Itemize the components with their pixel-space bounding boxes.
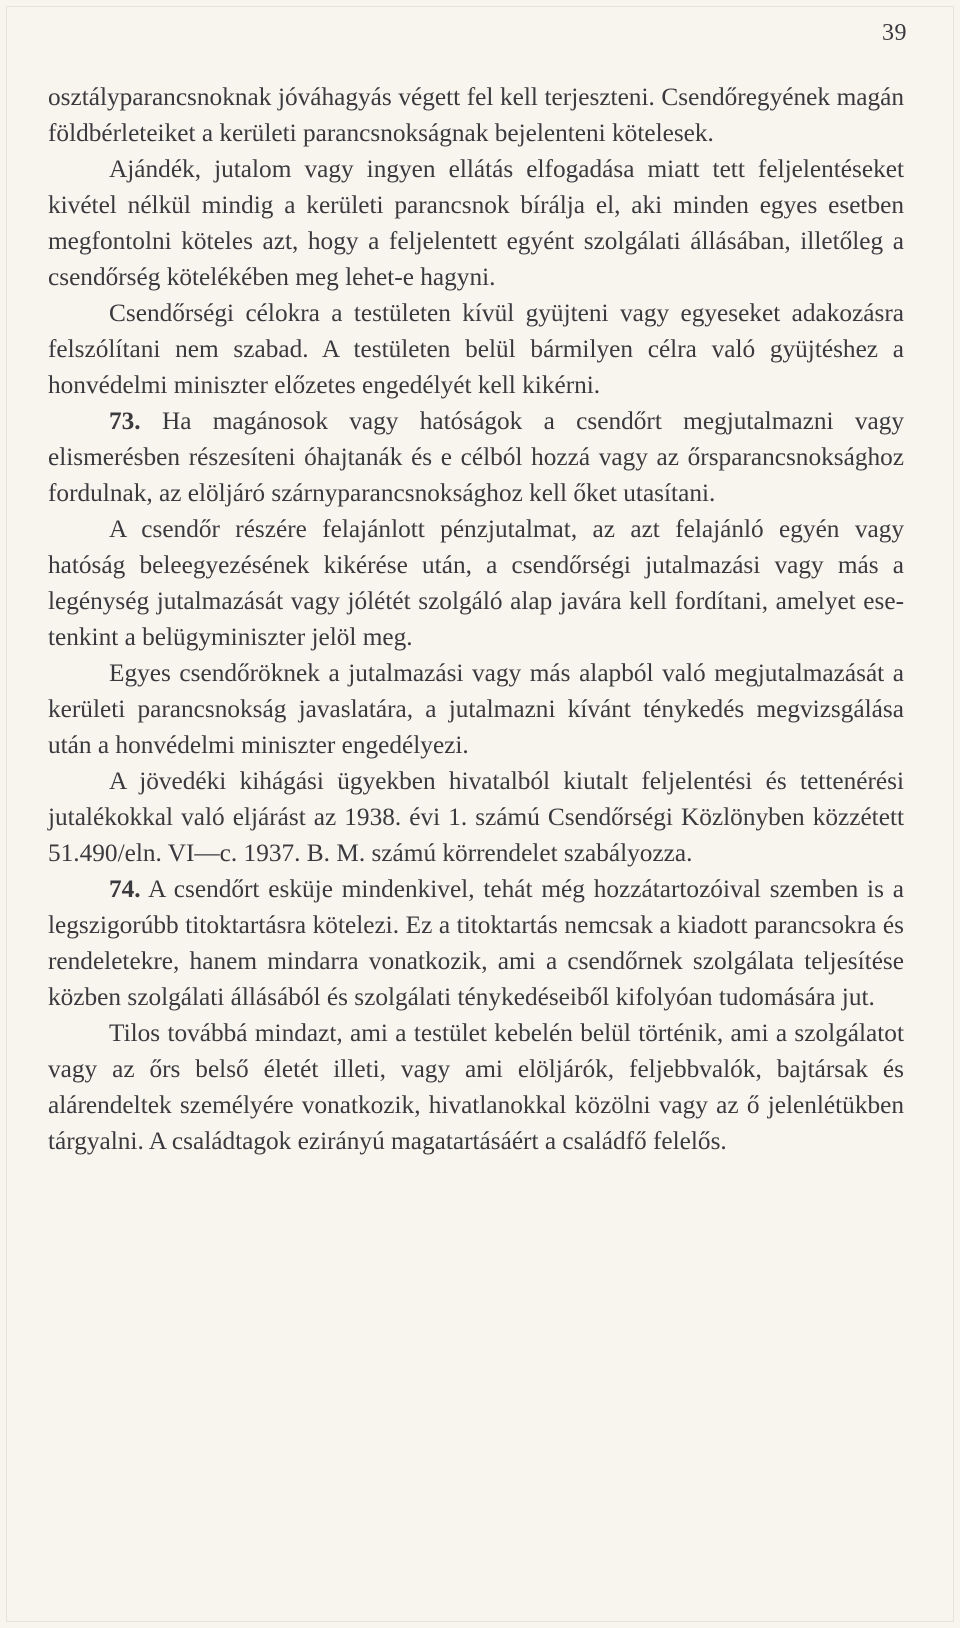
paragraph-3 <box>48 295 904 403</box>
paragraph-text: osztályparancsnoknak jóváhagyás végett fel kell terjeszteni. Csendőregyének magán földbérleteiket a kerületi parancsnokságnak bejelenteni kötelesek. <box>48 83 904 147</box>
paragraph-text: Ha magánosok vagy hatóságok a csendőrt megjutalmazni vagy elismerésben részesíteni óhajtanák és e célból hozzá vagy az őrsparancsnoksághoz fordulnak, az elöljáró szárnyparancsnoksághoz kell őket utasítani. <box>48 407 904 507</box>
paragraph-text: Tilos továbbá mindazt, ami a testület kebelén belül történik, ami a szolgálatot vagy az őrs belső életét illeti, vagy ami elöljárók, feljebbvalók, bajtársak és alárendeltek személyére vonatkozik, hivatlanokkal közölni vagy az ő jelenlétükben tárgyalni. A családtagok ezirányú magatartásáért a családfő felelős. <box>48 1019 904 1155</box>
paragraph-9 <box>48 1015 904 1159</box>
paragraph-text: Csendőrségi célokra a testületen kívül gyüjteni vagy egyeseket adakozásra felszólítani nem szabad. A testületen belül bármilyen célra való gyüjtéshez a honvédelmi miniszter előzetes engedélyét kell kikérni. <box>48 299 904 399</box>
paragraph-6 <box>48 655 904 763</box>
paragraph-text: Egyes csendőröknek a jutalmazási vagy más alapból való megjutalmazását a kerületi parancsnokság javaslatára, a jutalmazni kívánt ténykedés megvizsgálása után a honvédelmi miniszter engedélyezi. <box>48 659 904 759</box>
paragraph-text: A csendőrt esküje mindenkivel, tehát még hozzátartozóival szemben is a legszigorúbb titoktartásra kötelezi. Ez a titoktartás nemcsak a kiadott parancsokra és rendeletekre, hanem mindarra vonatkozik, ami a csendőrnek szolgálata teljesítése közben szolgálati állásából és szolgálati ténykedéseiből kifolyóan tudomására jut. <box>48 875 904 1011</box>
paragraph-5 <box>48 511 904 655</box>
paragraph-section-74 <box>48 871 904 1015</box>
section-number: 74. <box>109 875 141 903</box>
paragraph-2 <box>48 151 904 295</box>
paragraph-1 <box>48 79 904 151</box>
body-text <box>48 79 904 1159</box>
paragraph-text: Ajándék, jutalom vagy ingyen ellátás elfogadása miatt tett feljelentéseket kivétel nélkül mindig a kerületi parancsnok bírálja el, aki minden egyes esetben megfontolni köteles azt, hogy a feljelentett egyént szolgálati állásában, illetőleg a csendőrség kötelékében meg lehet-e hagyni. <box>48 155 904 291</box>
paragraph-text: A csendőr részére felajánlott pénzjutalmat, az azt felajánló egyén vagy hatóság beleegyezésének kikérése után, a csendőrségi jutalmazási vagy más a legénység jutalmazását vagy jólétét szolgáló alap javára kell fordítani, amelyet esetenkint a belügyminiszter jelöl meg. <box>48 515 904 651</box>
paragraph-text: A jövedéki kihágási ügyekben hivatalból kiutalt feljelentési és tettenérési jutalékokkal való eljárást az 1938. évi 1. számú Csendőrségi Közlönyben közzétett 51.490/eln. VI—c. 1937. B. M. számú körrendelet szabályozza. <box>48 767 904 867</box>
section-number: 73. <box>109 407 141 435</box>
paragraph-section-73 <box>48 403 904 511</box>
paragraph-7 <box>48 763 904 871</box>
page-number: 39 <box>882 20 907 46</box>
